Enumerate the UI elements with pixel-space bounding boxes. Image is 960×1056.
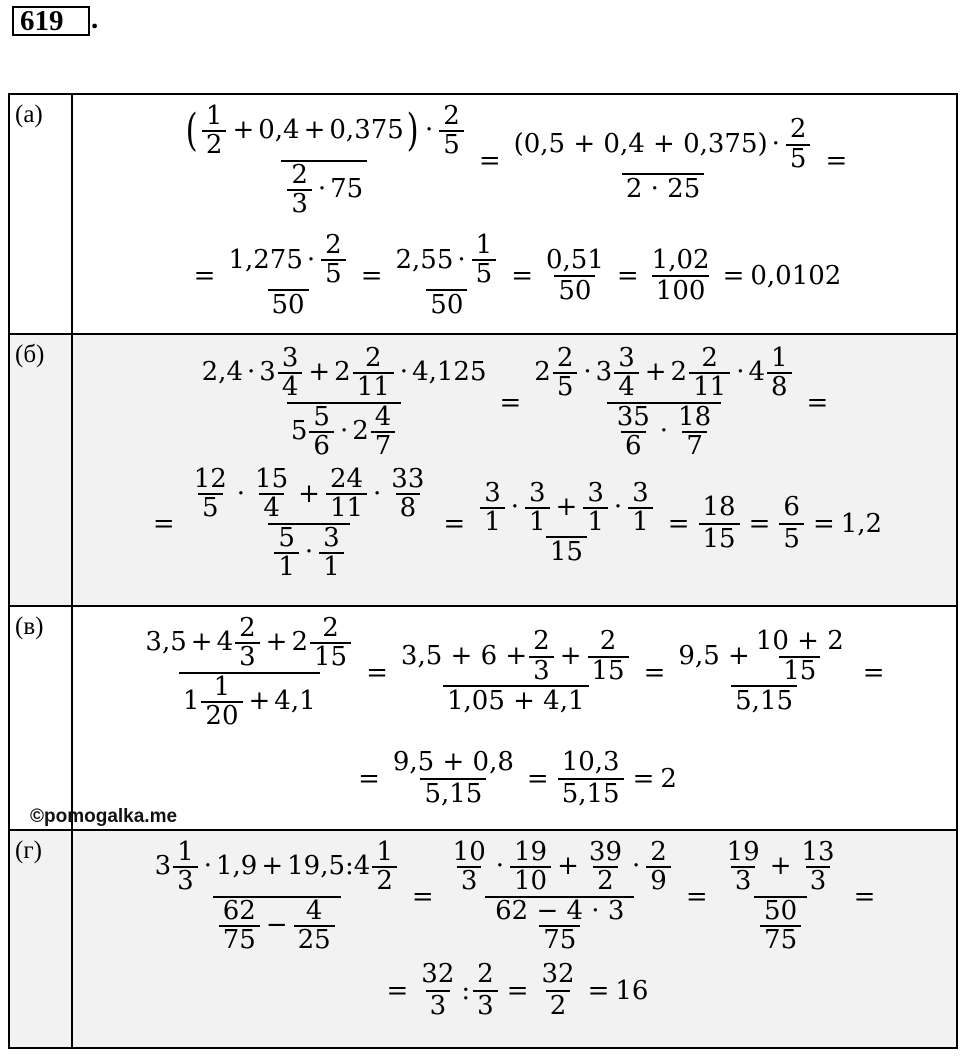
equation-line-2: = 1,275 · $\frac{2}{5}$ 50 = 2,55 · $\frac{1}{5}$ 50 = $\frac{0,51}{50}$ = $\frac{1,02}{100}$ = 0,0102	[193, 230, 842, 320]
row-body	[72, 606, 957, 830]
row-a	[9, 94, 957, 334]
row-g	[9, 830, 957, 1048]
problem-number: 619	[20, 5, 64, 37]
row-label: (б)	[9, 334, 72, 606]
equation-line-2: = $\frac{32}{3}$ : $\frac{2}{3}$ = $\frac{32}{2}$ = 16	[386, 959, 649, 1022]
row-v	[9, 606, 957, 830]
result-value: 1,2	[840, 508, 883, 539]
solution-table	[8, 93, 958, 1049]
equation-line-1: ( $\frac{1}{2}$ + 0,4 + 0,375 ) · $\frac{2}{5}$ $\frac{2}{3}$ · 75 = (0,5 + 0,4 + 0,375) · $\frac{2}{5}$ 2 · 25 =	[73, 103, 956, 218]
equation-line-2: = $\frac{12}{5}$ · $\frac{15}{4}$ + $\frac{24}{11}$ · $\frac{33}{8}$ $\frac{5}{1}$ · $\frac{3}{1}$ = $\frac{3}{1}$ · $\frac{3}{1}$ + $\frac{3}{1}$ · $\frac{3}{1}$ 15 = $\frac{18}{15}$ = $\frac{6}{5}$ = 1,2	[152, 464, 883, 583]
result-value: 0,0102	[750, 261, 842, 292]
equation-line-1: 3,5 + 4 $\frac{2}{3}$ + 2 $\frac{2}{15}$ 1 $\frac{1}{20}$ + 4,1 = 3,5 + 6 + $\frac{2}{3}$ + $\frac{2}{15}$ 1,05 + 4,1 = 9,5 + $\frac{10 + 2}{15}$ 5,15 =	[145, 613, 885, 731]
row-body	[72, 334, 957, 606]
row-label: (в)	[9, 606, 72, 830]
row-b	[9, 334, 957, 606]
equation-line-1: 3 $\frac{1}{3}$ · 1,9 + 19,5: 4 $\frac{1}{2}$ $\frac{62}{75}$ − $\frac{4}{25}$ = $\frac{10}{3}$ · $\frac{19}{10}$ + $\frac{39}{2}$ · $\frac{2}{9}$ $\frac{62 - 4 \cdot 3}{75}$ = $\frac{19}{3}$ + $\frac{13}{3}$ $\frac{50}{75}$ =	[154, 837, 876, 955]
result-value: 16	[615, 976, 649, 1007]
equation-line-1: 2,4 · 3 $\frac{3}{4}$ + 2 $\frac{2}{11}$ · 4,125 5 $\frac{5}{6}$ · 2 $\frac{4}{7}$ = 2 $\frac{2}{5}$ · 3 $\frac{3}{4}$ + 2 $\frac{2}{11}$ · 4 $\frac{1}{8}$ $\frac{35}{6}$ · $\frac{18}{7}$ =	[201, 343, 829, 461]
fraction: ( $\frac{1}{2}$ + 0,4 + 0,375 ) · $\frac{2}{5}$ $\frac{2}{3}$ · 75	[179, 103, 470, 218]
row-label: (а)	[9, 94, 72, 334]
problem-number-dot: .	[91, 3, 99, 35]
row-body	[72, 830, 957, 1048]
equation-line-2: = $\frac{9,5 + 0,8}{5,15}$ = $\frac{10,3}{5,15}$ = 2	[358, 747, 677, 810]
problem-number-box	[12, 6, 90, 36]
row-body	[72, 94, 957, 334]
row-label: (г)	[9, 830, 72, 1048]
watermark: ©pomogalka.me	[30, 806, 178, 827]
fraction: (0,5 + 0,4 + 0,375) · $\frac{2}{5}$ 2 · 25	[510, 116, 817, 204]
result-value: 2	[660, 764, 677, 795]
